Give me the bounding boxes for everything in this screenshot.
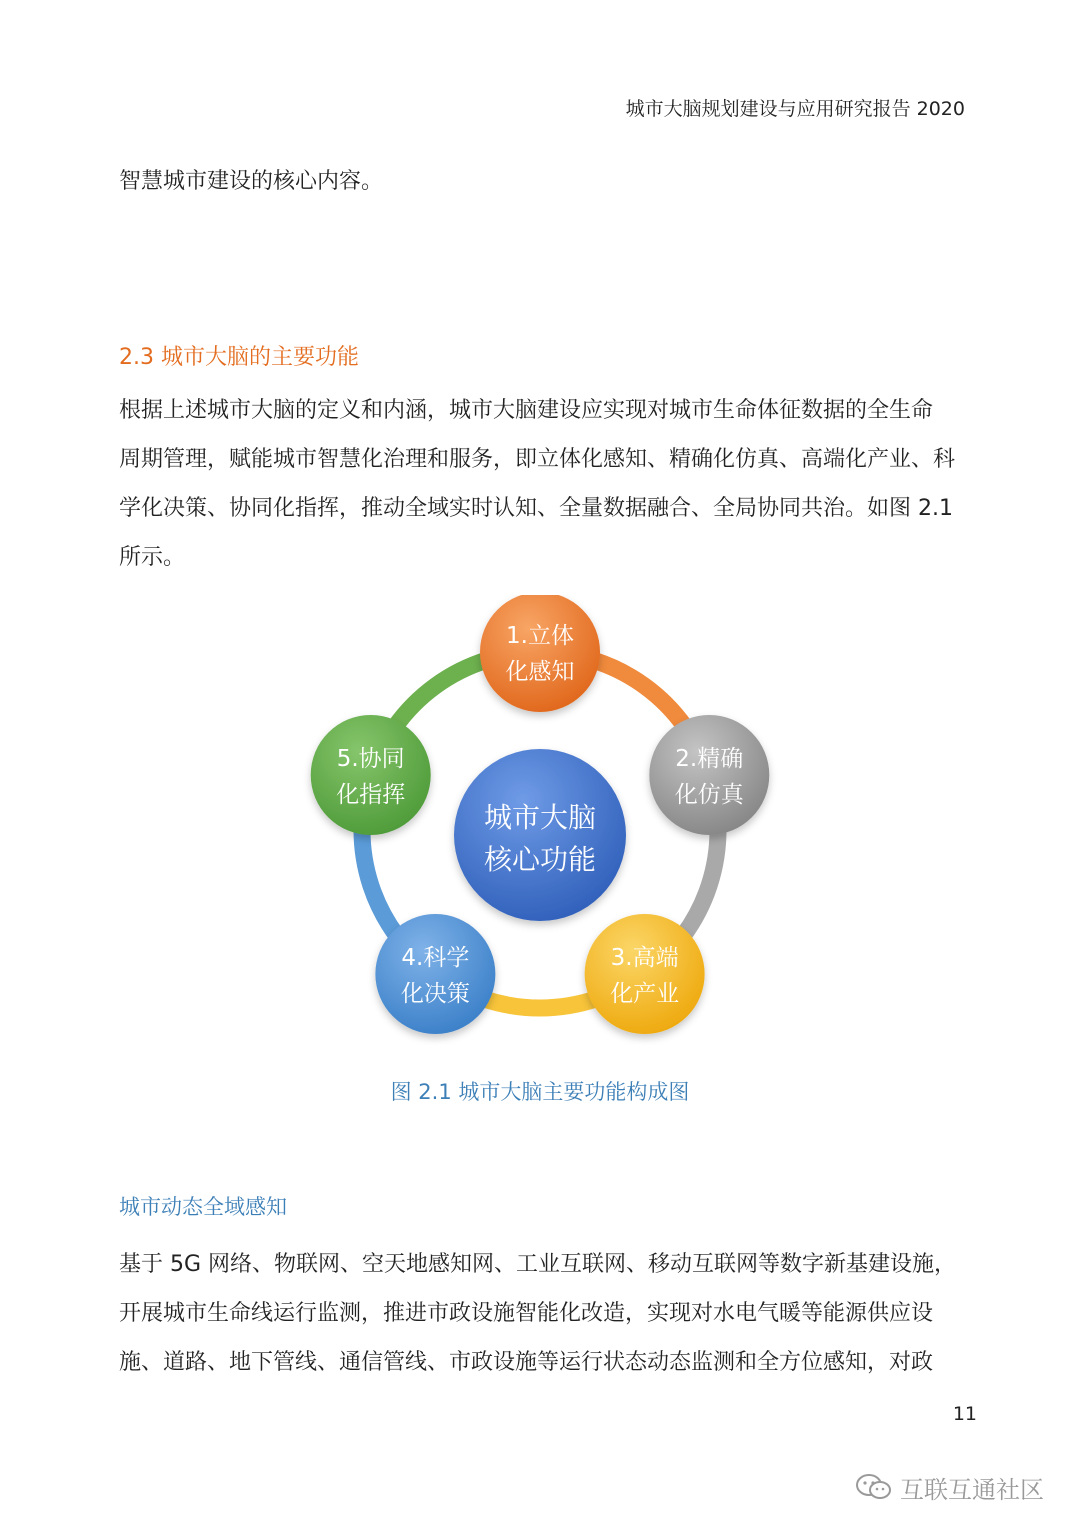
- node-circle: [585, 914, 705, 1034]
- node-label-line: 2.精确: [675, 745, 744, 772]
- paragraph-line: 根据上述城市大脑的定义和内涵，城市大脑建设应实现对城市生命体征数据的全生命: [119, 398, 934, 423]
- function-node: [585, 914, 705, 1034]
- node-circle: [480, 595, 600, 712]
- paragraph-line: 智慧城市建设的核心内容。: [119, 169, 384, 194]
- section-heading: 2.3 城市大脑的主要功能: [119, 345, 359, 370]
- center-label-line: 核心功能: [483, 843, 597, 876]
- paragraph-line: 施、道路、地下管线、通信管线、市政设施等运行状态动态监测和全方位感知，对政: [119, 1350, 934, 1375]
- watermark-text: 互联互通社区: [900, 1475, 1044, 1504]
- subsection-heading: 城市动态全域感知: [119, 1195, 287, 1219]
- node-circle: [649, 715, 769, 835]
- figure-caption: 图 2.1 城市大脑主要功能构成图: [390, 1080, 690, 1104]
- running-header: 城市大脑规划建设与应用研究报告 2020: [625, 98, 965, 120]
- paragraph-line: 学化决策、协同化指挥，推动全域实时认知、全量数据融合、全局协同共治。如图 2.1: [119, 496, 953, 521]
- section-paragraph: [119, 386, 967, 582]
- watermark: [854, 1470, 1044, 1504]
- node-circle: [375, 914, 495, 1034]
- node-label-line: 5.协同: [336, 745, 405, 772]
- center-circle: [454, 749, 626, 921]
- wechat-icon: [854, 1472, 894, 1502]
- center-node: [454, 749, 626, 921]
- page-number: 11: [952, 1403, 977, 1425]
- paragraph-line: 开展城市生命线运行监测，推进市政设施智能化改造，实现对水电气暖等能源供应设: [119, 1301, 934, 1326]
- intro-paragraph: [119, 157, 967, 206]
- function-node: [649, 715, 769, 835]
- node-label-line: 化感知: [505, 659, 575, 685]
- center-label-line: 城市大脑: [483, 801, 597, 834]
- node-label-line: 1.立体: [506, 623, 574, 649]
- node-label-line: 化产业: [610, 981, 680, 1008]
- function-node: [480, 595, 600, 712]
- node-label-line: 4.科学: [401, 945, 470, 972]
- paragraph-line: 基于 5G 网络、物联网、空天地感知网、工业互联网、移动互联网等数字新基建设施，: [119, 1252, 957, 1277]
- node-label-line: 化决策: [400, 981, 470, 1008]
- subsection-paragraph: [119, 1240, 967, 1387]
- node-label-line: 化指挥: [336, 781, 406, 808]
- node-label-line: 化仿真: [674, 781, 744, 808]
- function-node: [311, 715, 431, 835]
- paragraph-line: 周期管理，赋能城市智慧化治理和服务，即立体化感知、精确化仿真、高端化产业、科: [119, 447, 956, 472]
- core-functions-diagram: [300, 595, 780, 1045]
- paragraph-line: 所示。: [119, 545, 186, 570]
- node-label-line: 3.高端: [610, 945, 679, 972]
- node-circle: [311, 715, 431, 835]
- function-node: [375, 914, 495, 1034]
